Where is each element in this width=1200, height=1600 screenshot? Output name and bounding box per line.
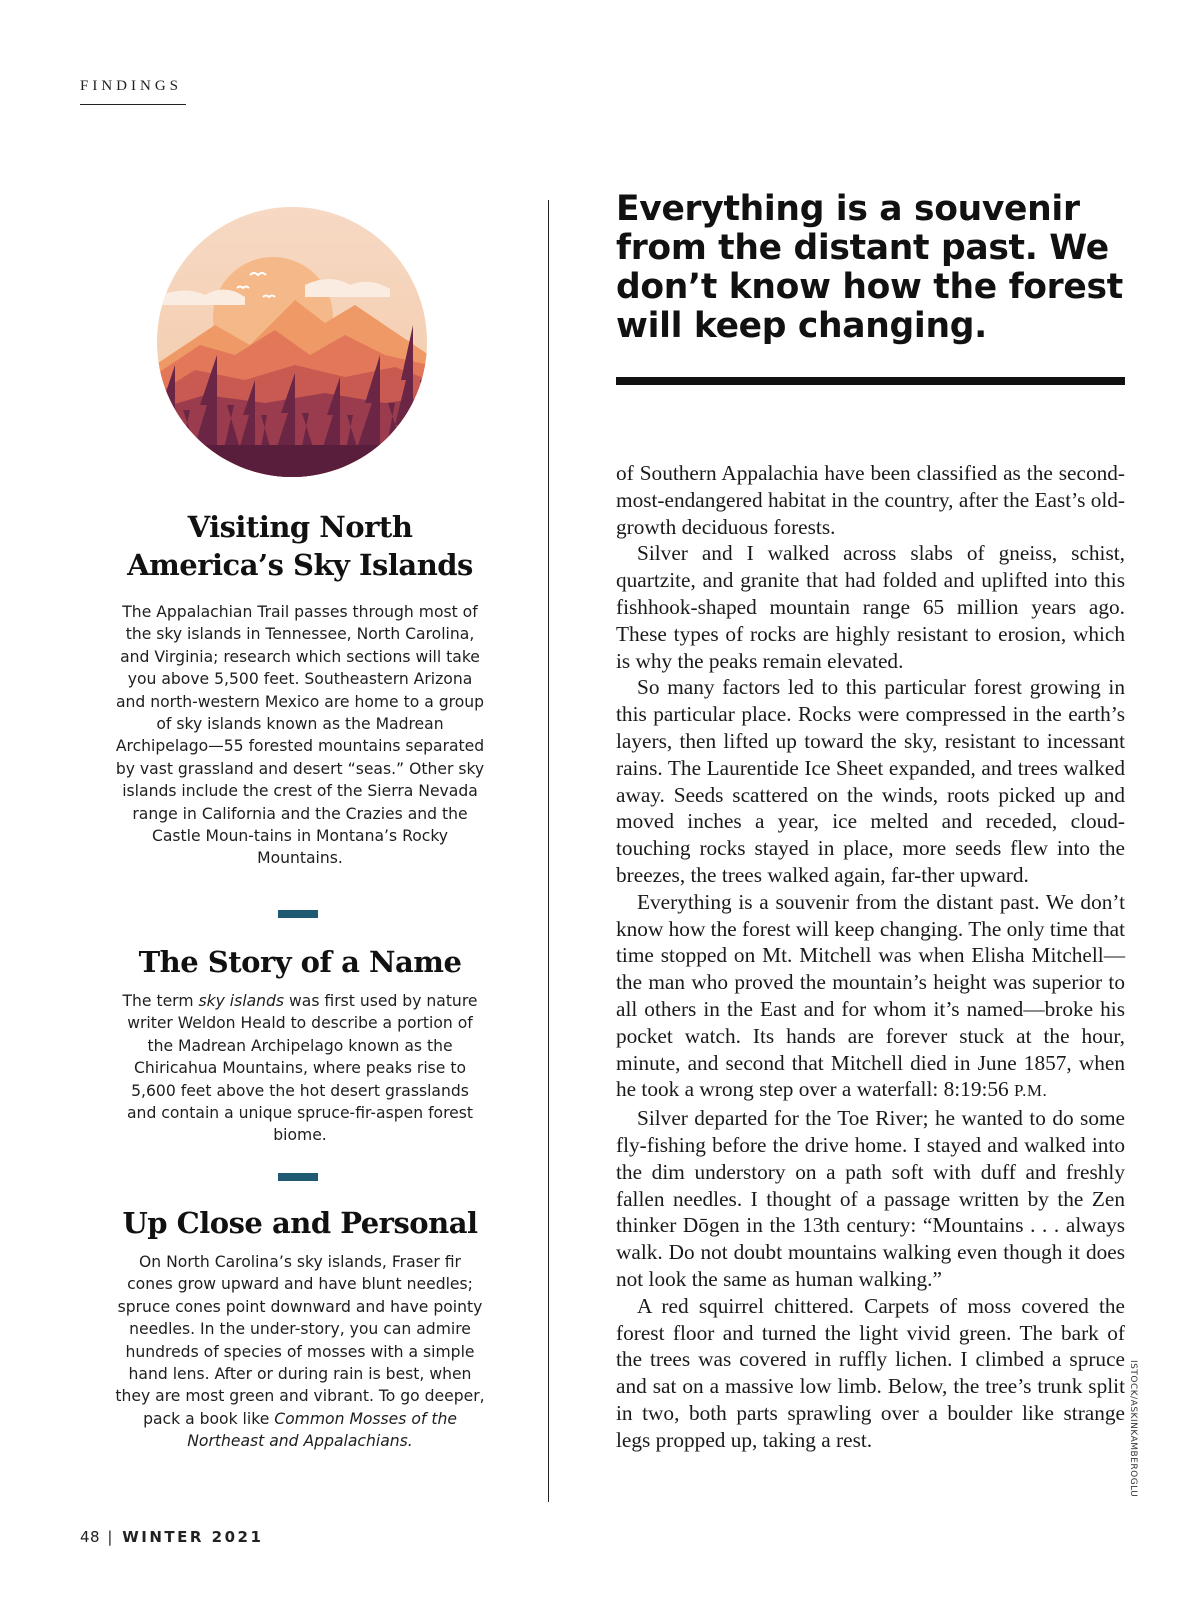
article-paragraph-text: Everything is a souvenir from the distant past. We don’t know how the forest will keep changing. The only time that time stopped on Mt. Mitchell was when Elisha Mitchell—the man who proved the mountain’s height was superior to all others in the East and for whom it’s named—broke his pocket watch. Its hands are forever stuck at the hour, minute, and second that Mitchell died in June 1857, when he took a wrong step over a waterfall: 8:19:56 xyxy=(616,889,1125,1102)
time-suffix: P.M. xyxy=(1014,1081,1048,1101)
article-paragraph: So many factors led to this particular forest growing in this particular place. Rocks were compressed in the earth’s layers, then lifted up toward the sky, resistant to incessant rains. The Laurentide Ice Sheet expanded, and trees walked away. Seeds scattered on the winds, roots picked up and moved inches a year, ice melted and receded, cloud-touching rocks stayed in place, more seeds flew into the breezes, the trees walked again, far-ther upward. xyxy=(616,675,1125,887)
page-footer xyxy=(80,1528,263,1546)
section-divider-bar xyxy=(278,910,318,918)
section-label-underline xyxy=(80,104,186,105)
sidebar-title-visiting-line2: America’s Sky Islands xyxy=(127,548,473,582)
issue-label: WINTER 2021 xyxy=(122,1528,264,1546)
sidebar-text-story-part2: was first used by nature writer Weldon Heald to describe a portion of the Madrean Archipelago known as the Chiricahua Mountains, where peaks rise to 5,600 feet above the hot desert grasslands and contain a unique spruce-fir-aspen forest biome. xyxy=(127,992,478,1145)
sidebar-text-closeup xyxy=(115,1251,485,1453)
article-paragraph: A red squirrel chittered. Carpets of moss covered the forest floor and turned the light vivid green. The bark of the trees was covered in ruffly lichen. I climbed a spruce and sat on a massive low limb. Below, the tree’s trunk split in two, both parts sprawling over a boulder like strange legs propped up, taking a rest. xyxy=(616,1293,1125,1452)
sidebar-text-story xyxy=(115,990,485,1147)
sidebar-text-story-part1: The term xyxy=(122,992,199,1010)
sidebar-text-story-italic: sky islands xyxy=(198,992,285,1010)
sidebar-title-story: The Story of a Name xyxy=(138,945,462,979)
mountain-sunset-forest-illustration xyxy=(155,205,429,479)
sidebar-text-closeup-part1: On North Carolina’s sky islands, Fraser fir cones grow upward and have blunt needles; spruce cones point downward and have pointy needles. In the under-story, you can admire hundreds of species of mosses with a simple hand lens. After or during rain is best, when they are most green and vibrant. To go deeper, pack a book like xyxy=(115,1253,485,1428)
article-body xyxy=(616,460,1125,1453)
article-paragraph xyxy=(616,889,1125,1105)
article-paragraph: of Southern Appalachia have been classified as the second-most-endangered habitat in the country, after the East’s old-growth deciduous forests. xyxy=(616,461,1125,539)
pull-quote-rule xyxy=(616,377,1125,385)
footer-separator: | xyxy=(107,1528,115,1546)
photo-credit: ISTOCK/ASKINKAMBEROGLU xyxy=(1128,1360,1138,1498)
page-number: 48 xyxy=(80,1528,101,1546)
sidebar-text-visiting: The Appalachian Trail passes through most of the sky islands in Tennessee, North Carolina, and Virginia; research which sections will take you above 5,500 feet. Southeastern Arizona and north-western Mexico are home to a group of sky islands known as the Madrean Archipelago—55 forested mountains separated by vast grassland and desert “seas.” Other sky islands include the crest of the Sierra Nevada range in California and the Crazies and the Castle Moun-tains in Montana’s Rocky Mountains. xyxy=(115,603,485,868)
pull-quote: Everything is a souvenir from the distant past. We don’t know how the forest will keep changing. xyxy=(616,189,1123,346)
sidebar-text-closeup-italic: Common Mosses of the Northeast and Appalachians. xyxy=(187,1409,457,1451)
article-paragraph: Silver departed for the Toe River; he wanted to do some fly-fishing before the drive home. I stayed and walked into the dim understory on a path soft with duff and freshly fallen needles. I thought of a passage written by the Zen thinker Dōgen in the 13th century: “Mountains . . . always walk. Do not doubt mountains walking even though it does not look the same as human walking.” xyxy=(616,1106,1125,1291)
sidebar-title-visiting-line1: Visiting North xyxy=(187,510,413,544)
section-divider-bar xyxy=(278,1173,318,1181)
sidebar-title-closeup: Up Close and Personal xyxy=(122,1206,478,1240)
article-paragraph: Silver and I walked across slabs of gneiss, schist, quartzite, and granite that had folded and uplifted into this fishhook-shaped mountain range 65 million years ago. These types of rocks are highly resistant to erosion, which is why the peaks remain elevated. xyxy=(616,541,1125,673)
section-label: FINDINGS xyxy=(80,78,183,94)
sidebar-title-visiting xyxy=(100,508,500,584)
column-divider xyxy=(548,200,549,1502)
